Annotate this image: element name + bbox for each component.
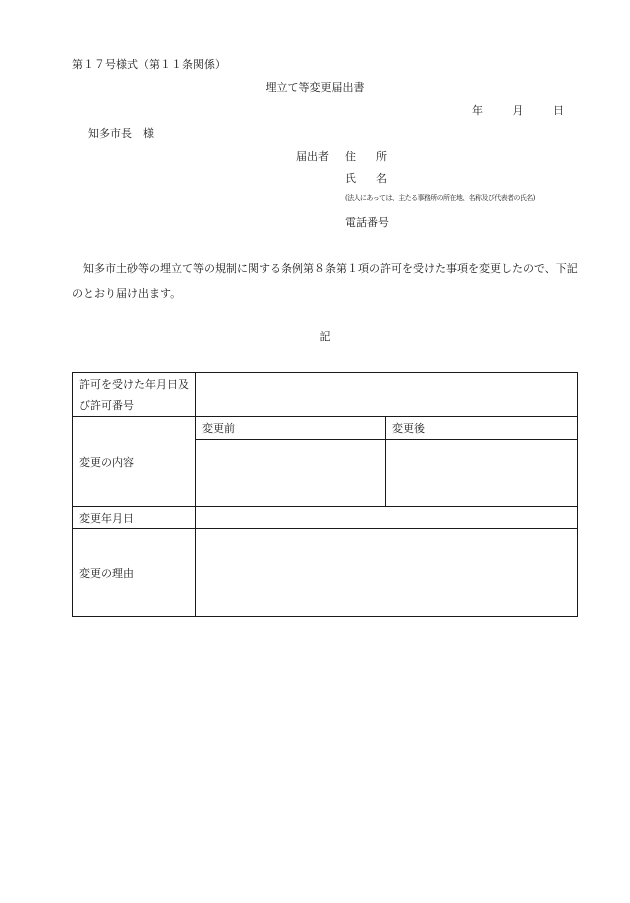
document-title: 埋立て等変更届出書 <box>265 81 365 94</box>
date-line <box>446 102 564 118</box>
corporate-note: (法人にあっては、主たる事務所の所在地、名称及び代表者の氏名) <box>345 194 535 202</box>
form-number: 第１７号様式（第１１条関係） <box>72 58 226 71</box>
table-row <box>73 507 578 529</box>
before-header-cell <box>196 417 386 440</box>
change-table <box>72 372 578 617</box>
date-year: 年 <box>472 104 483 117</box>
reason-label-cell <box>73 529 196 617</box>
address-label: 住所 <box>345 150 407 163</box>
permit-label: 許可を受けた年月日及び許可番号 <box>79 377 189 412</box>
reason-label: 変更の理由 <box>79 566 134 580</box>
after-header-cell <box>386 417 578 440</box>
after-label: 変更後 <box>392 422 425 435</box>
name-label: 氏名 <box>345 172 407 185</box>
table-row <box>73 417 578 440</box>
body-text: 知多市土砂等の埋立て等の規制に関する条例第８条第１項の許可を受けた事項を変更したので、下記のとおり届け出ます。 <box>72 262 578 300</box>
change-date-label: 変更年月日 <box>79 511 134 525</box>
before-value-cell[interactable] <box>196 440 386 507</box>
change-content-label-cell <box>73 417 196 507</box>
date-month: 月 <box>512 104 524 117</box>
before-label: 変更前 <box>202 422 235 435</box>
after-value-cell[interactable] <box>386 440 578 507</box>
phone-label: 電話番号 <box>345 216 389 229</box>
change-date-value-cell[interactable] <box>196 507 578 529</box>
notifier-label: 届出者 <box>296 150 329 163</box>
reason-value-cell[interactable] <box>196 529 578 617</box>
ki-heading: 記 <box>319 330 331 343</box>
table-row <box>73 373 578 417</box>
change-content-label: 変更の内容 <box>79 455 134 469</box>
change-date-label-cell <box>73 507 196 529</box>
permit-value-cell[interactable] <box>196 373 578 417</box>
table-row <box>73 529 578 617</box>
permit-label-cell <box>73 373 196 417</box>
date-day: 日 <box>553 104 564 117</box>
addressee: 知多市長 様 <box>88 127 154 140</box>
